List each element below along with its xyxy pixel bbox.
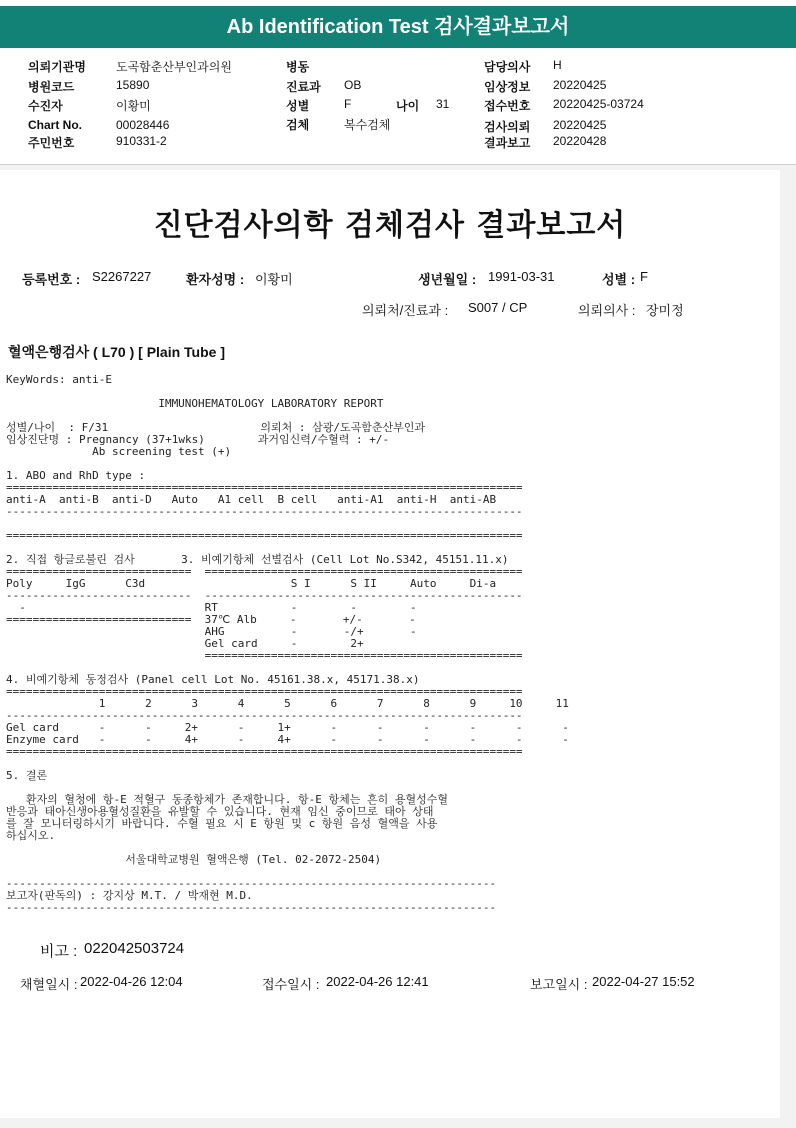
report-line: 임상진단명 : Pregnancy (37+1wks) 과거임신력/수혈력 : +/-: [6, 433, 390, 446]
report-line: --------------------------------------------------------------------------: [6, 877, 497, 890]
info-label: 결과보고: [484, 136, 531, 150]
receive-label: 접수일시 :: [262, 977, 320, 992]
info-value: 910331-2: [116, 134, 167, 148]
report-line: ==============================================================================: [6, 481, 523, 494]
info-value: H: [553, 58, 562, 72]
report-line: --------------------------------------------------------------------------: [6, 901, 497, 914]
report-line: Enzyme card - - 4+ - 4+ - - - - - -: [6, 733, 569, 746]
report-line: ==============================================================================: [6, 745, 523, 758]
dob-value: 1991-03-31: [488, 269, 555, 284]
dob-label: 생년월일 :: [418, 272, 477, 287]
dept-label: 의뢰처/진료과 :: [362, 303, 449, 318]
report-line: 환자의 혈청에 항-E 적혈구 동종항체가 존재합니다. 항-E 항체는 흔히 용혈성수혈: [6, 793, 448, 806]
info-label: 성별: [286, 99, 310, 113]
report-line: ---------------------------- ------------------------------------------------: [6, 589, 523, 602]
receive-value: 2022-04-26 12:41: [326, 974, 429, 989]
info-label: 병동: [286, 60, 310, 74]
patient-info-box: [0, 48, 796, 165]
info-value: 20220425: [553, 78, 607, 92]
info-label: 의뢰기관명: [28, 60, 86, 74]
report-line: - RT - - -: [6, 601, 417, 614]
report-line: AHG - -/+ -: [6, 625, 417, 638]
info-label: 수진자: [28, 99, 63, 113]
report-line: [6, 758, 569, 770]
info-label: 진료과: [286, 80, 321, 94]
dept-value: S007 / CP: [468, 300, 528, 315]
report-line: ============================ 37℃ Alb - +/- -: [6, 613, 416, 626]
collect-label: 채혈일시 :: [20, 977, 78, 992]
info-value: 이황미: [116, 99, 151, 113]
report-line: 를 잘 모니터링하시기 바랍니다. 수혈 필요 시 E 항원 및 c 항원 음성 혈액을 사용: [6, 817, 438, 830]
info-label: 임상정보: [484, 80, 531, 94]
report-line: 5. 결론: [6, 769, 48, 782]
info-label: 검체: [286, 118, 310, 132]
info-label: 검사의뢰: [484, 120, 531, 134]
report-line: anti-A anti-B anti-D Auto A1 cell B cell anti-A1 anti-H anti-AB: [6, 493, 497, 506]
info-label: Chart No.: [28, 118, 82, 132]
info-label: 담당의사: [484, 60, 531, 74]
doctor-value: 장미정: [646, 303, 684, 318]
report-value: 2022-04-27 15:52: [592, 974, 695, 989]
report-line: 성별/나이 : F/31 의뢰처 : 삼광/도곡함춘산부인과: [6, 421, 426, 434]
info-value: 20220428: [553, 134, 607, 148]
info-value: F: [344, 97, 352, 111]
patient-name-label: 환자성명 :: [186, 272, 245, 287]
info-value: 도곡함춘산부인과의원: [116, 60, 232, 74]
lab-report-text: [6, 374, 569, 914]
info-value: OB: [344, 78, 362, 92]
report-line: KeyWords: anti-E: [6, 373, 112, 386]
report-line: ================================================: [6, 649, 523, 662]
report-line: 보고자(판독의) : 강지상 M.T. / 박재현 M.D.: [6, 889, 253, 902]
report-line: Gel card - 2+: [6, 637, 364, 650]
age-label: 나이: [396, 99, 420, 113]
section-title: 혈액은행검사 ( L70 ) [ Plain Tube ]: [8, 344, 226, 360]
info-value: 20220425: [553, 118, 607, 132]
report-line: ------------------------------------------------------------------------------: [6, 505, 523, 518]
info-label: 접수번호: [484, 99, 531, 113]
report-line: 반응과 태아신생아용혈성질환을 유발할 수 있습니다. 현재 임신 중이므로 태아 상태: [6, 805, 434, 818]
report-line: Gel card - - 2+ - 1+ - - - - - -: [6, 721, 569, 734]
report-line: 4. 비예기항체 동정검사 (Panel cell Lot No. 45161.38.x, 45171.38.x): [6, 673, 420, 686]
remark-value: 022042503724: [84, 940, 185, 957]
report-title: 진단검사의학 검체검사 결과보고서: [153, 208, 627, 243]
info-label: 병원코드: [28, 80, 75, 94]
report-line: ==============================================================================: [6, 529, 523, 542]
remark-label: 비고 :: [40, 943, 78, 960]
collect-value: 2022-04-26 12:04: [80, 974, 183, 989]
reg-no-label: 등록번호 :: [22, 272, 81, 287]
report-line: 2. 직접 항글로불린 검사 3. 비예기항체 선별검사 (Cell Lot No.S342, 45151.11.x): [6, 553, 509, 566]
report-line: 1. ABO and RhD type :: [6, 469, 146, 482]
info-value: 복수검체: [344, 118, 391, 132]
report-line: 서울대학교병원 혈액은행 (Tel. 02-2072-2504): [6, 853, 382, 866]
header-title: Ab Identification Test 검사결과보고서: [226, 16, 570, 38]
age-value: 31: [436, 97, 450, 111]
doctor-label: 의뢰의사 :: [578, 303, 636, 318]
report-paper: [0, 170, 780, 1118]
info-value: 15890: [116, 78, 150, 92]
report-line: ==============================================================================: [6, 685, 523, 698]
info-value: 20220425-03724: [553, 97, 644, 111]
report-line: 하십시오.: [6, 829, 56, 842]
reg-no-value: S2267227: [92, 269, 152, 284]
report-line: 1 2 3 4 5 6 7 8 9 10 11: [6, 697, 569, 710]
sex-value: F: [640, 269, 648, 284]
report-line: Poly IgG C3d S I S II Auto Di-a: [6, 577, 497, 590]
report-header: [0, 6, 796, 48]
info-label: 주민번호: [28, 136, 75, 150]
patient-name-value: 이황미: [255, 272, 293, 287]
report-line: IMMUNOHEMATOLOGY LABORATORY REPORT: [6, 397, 384, 410]
report-line: Ab screening test (+): [6, 445, 232, 458]
report-label: 보고일시 :: [530, 977, 588, 992]
sex-label: 성별 :: [602, 272, 636, 287]
info-value: 00028446: [116, 118, 170, 132]
report-line: ------------------------------------------------------------------------------: [6, 709, 523, 722]
report-line: ============================ ================================================: [6, 565, 523, 578]
